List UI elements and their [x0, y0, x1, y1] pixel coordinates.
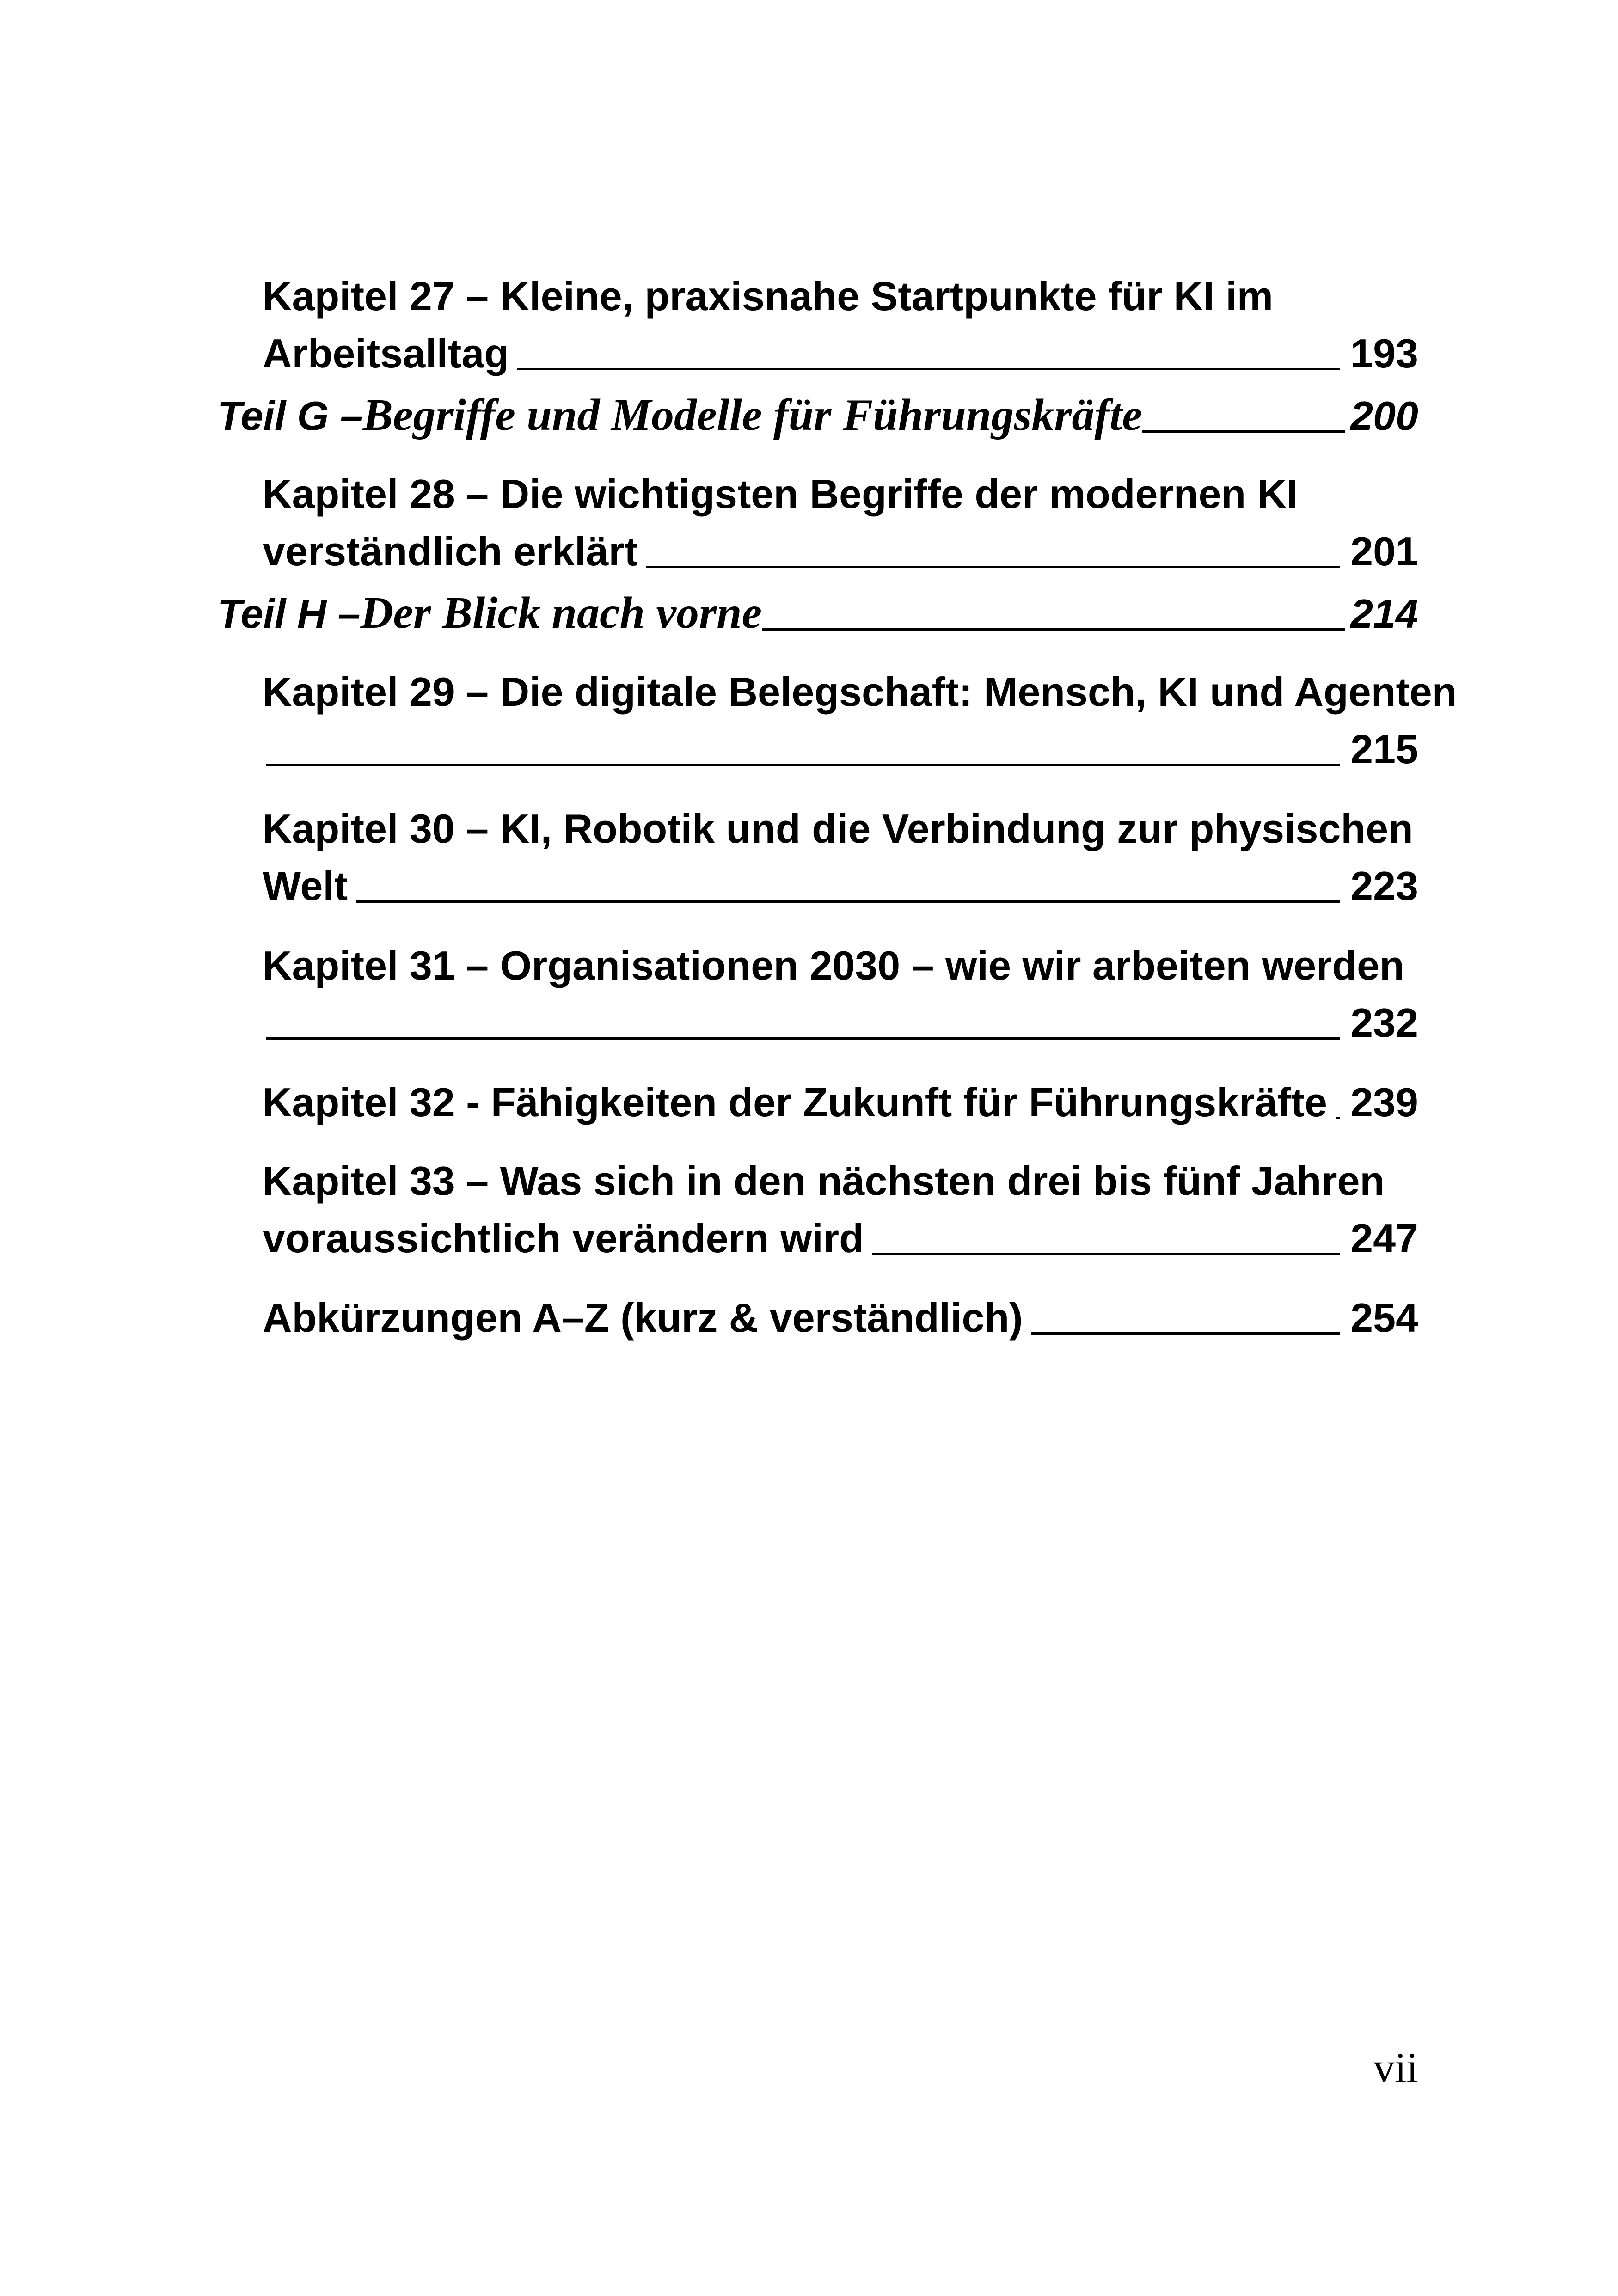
- page-number: 214: [1350, 591, 1418, 637]
- dot-leader: [1031, 1332, 1341, 1335]
- page-number: 215: [1350, 726, 1418, 772]
- page-number: 223: [1350, 863, 1418, 909]
- page-number: 193: [1350, 331, 1418, 376]
- entry-title-line2: Welt: [263, 863, 348, 909]
- page-number: 232: [1350, 1000, 1418, 1046]
- dot-leader: [1336, 1116, 1340, 1119]
- page-number: 247: [1350, 1215, 1418, 1261]
- entry-title-line2: Arbeitsalltag: [263, 331, 509, 376]
- part-title: Der Blick nach vorne: [360, 588, 762, 638]
- entry-title-line1: Kapitel 30 – KI, Robotik und die Verbindung zur physischen: [263, 806, 1413, 851]
- entry-title-line1: Kapitel 33 – Was sich in den nächsten drei bis fünf Jahren: [263, 1158, 1385, 1204]
- page-number: 254: [1350, 1295, 1418, 1341]
- page-number: 201: [1350, 528, 1418, 574]
- entry-title-line1: Kapitel 32 - Fähigkeiten der Zukunft für Führungskräfte: [263, 1079, 1327, 1125]
- dot-leader: [1142, 430, 1345, 433]
- page-number: 200: [1350, 393, 1418, 439]
- page-number: 239: [1350, 1079, 1418, 1125]
- dot-leader: [266, 763, 1340, 766]
- part-title: Begriffe und Modelle für Führungskräfte: [362, 390, 1142, 440]
- dot-leader: [356, 900, 1340, 903]
- part-label: Teil G –: [217, 393, 363, 439]
- entry-title-line2: voraussichtlich verändern wird: [263, 1215, 864, 1261]
- entry-title-line1: Kapitel 29 – Die digitale Belegschaft: Mensch, KI und Agenten: [263, 669, 1457, 715]
- dot-leader: [762, 628, 1345, 631]
- dot-leader: [517, 367, 1340, 370]
- part-label: Teil H –: [217, 591, 361, 637]
- dot-leader: [266, 1037, 1340, 1040]
- entry-title-line1: Kapitel 31 – Organisationen 2030 – wie wir arbeiten werden: [263, 943, 1404, 988]
- page-number-footer: vii: [1373, 2044, 1418, 2091]
- dot-leader: [872, 1252, 1340, 1255]
- entry-title-line1: Abkürzungen A–Z (kurz & verständlich): [263, 1295, 1023, 1341]
- entry-title-line1: Kapitel 28 – Die wichtigsten Begriffe der modernen KI: [263, 471, 1298, 517]
- dot-leader: [646, 565, 1340, 568]
- entry-title-line1: Kapitel 27 – Kleine, praxisnahe Startpunkte für KI im: [263, 273, 1273, 319]
- entry-title-line2: verständlich erklärt: [263, 528, 638, 574]
